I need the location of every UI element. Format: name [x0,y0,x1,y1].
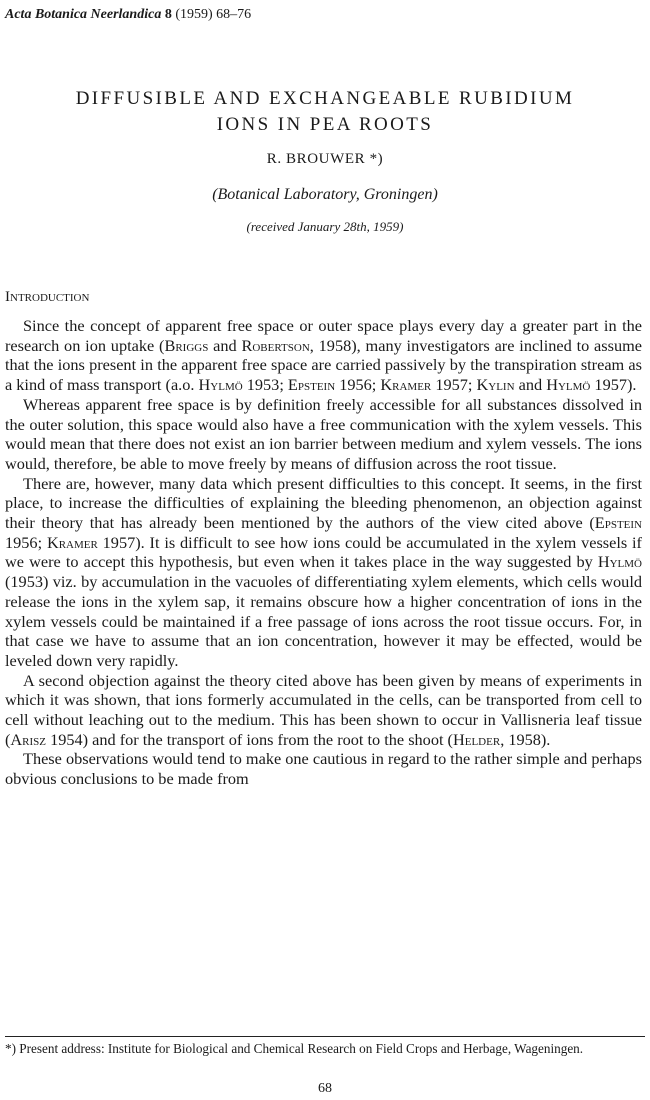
citation-author: Robertson [241,335,310,355]
article-title-line-1: DIFFUSIBLE AND EXCHANGEABLE RUBIDIUM [75,88,575,109]
running-header [5,7,251,23]
article-title-line-2: IONS IN PEA ROOTS [216,114,434,135]
paragraph: A second objection against the theory cited above has been given by means of experiments in which it was shown, that ions formerly accumulated in the cells, can be transported from cell to cell without leaching out to the medium. This has been shown to occur in Vallisneria leaf tissue (Arisz 1954) and for the transport of ions from the root to the shoot (Helder, 1958). [5,670,642,749]
paragraph: Since the concept of apparent free space or outer space plays every day a greater part in the research on ion uptake (Briggs and Robertson, 1958), many investigators are inclined to assume that the ions present in the apparent free space are carried passively by the transpiration stream as a kind of mass transport (a.o. Hylmö 1953; Epstein 1956; Kramer 1957; Kylin and Hylmö 1957). [5,316,642,395]
citation-author: Helder [452,729,501,749]
citation-author: Arisz [10,729,47,749]
author-name: R. BROUWER *) [266,151,384,167]
citation-author: Epstein [287,375,336,395]
citation-author: Hylmö [198,375,243,395]
journal-name: Acta Botanica Neerlandica [5,7,162,22]
citation-author: Kylin [476,375,515,395]
section-heading: Introduction [5,289,90,305]
page-number: 68 [318,1081,332,1096]
footnote-rule [5,1036,645,1037]
citation-author: Hylmö [597,552,642,572]
author-affiliation: (Botanical Laboratory, Groningen) [212,186,438,203]
journal-year-pages: (1959) 68–76 [175,7,252,22]
paragraph: These observations would tend to make one cautious in regard to the rather simple and perhaps obvious conclusions to be made from [5,749,642,789]
citation-author: Briggs [164,335,209,355]
paragraph: There are, however, many data which present difficulties to this concept. It seems, in the first place, to increase the difficulties of explaining the bleeding phenomenon, an objection against their theory that has already been mentioned by the authors of the view cited above (Epstein 1956; Kramer 1957). It is difficult to see how ions could be accumulated in the xylem vessels if we were to accept this hypothesis, but even when it takes place in the way suggested by Hylmö (1953) viz. by accumulation in the vacuoles of differentiating xylem elements, which cells would release the ions in the xylem sap, it remains obscure how a higher concentration of ions in the xylem vessels could be maintained if a free passage of ions across the root tissue occurs. For, in that case we have to assume that an ion concentration, however it may be effected, would be leveled down very rapidly. [5,473,642,670]
citation-author: Hylmö [546,375,591,395]
paragraph: Whereas apparent free space is by definition freely accessible for all substances dissolved in the outer solution, this space would also have a free communication with the xylem vessels. This would mean that there does not exist an ion barrier between medium and xylem vessels. The ions would, therefore, be able to move freely by means of diffusion across the root tissue. [5,394,642,473]
citation-author: Epstein [594,513,642,533]
body-text [5,316,642,789]
citation-author: Kramer [380,375,432,395]
received-date: (received January 28th, 1959) [246,219,404,234]
footnote: *) Present address: Institute for Biological and Chemical Research on Field Crops and Herbage, Wageningen. [5,1041,584,1056]
journal-volume: 8 [164,7,172,22]
citation-author: Kramer [46,532,98,552]
